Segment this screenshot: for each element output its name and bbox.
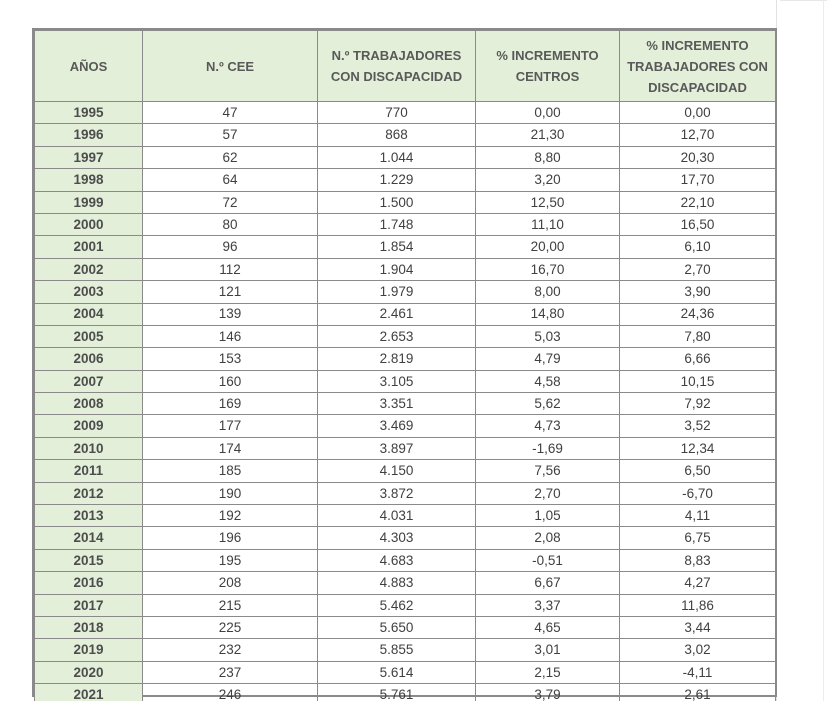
cell-workers-increase: 11,86 [620,594,776,616]
table-header [35,31,776,102]
cell-centers-increase: 8,80 [476,146,620,168]
cell-workers-increase: 3,02 [620,639,776,661]
cell-centers-increase: 8,00 [476,281,620,303]
table-row [35,616,776,638]
cell-centers-increase: 3,79 [476,684,620,701]
table-row [35,370,776,392]
cell-centers-increase: 1,05 [476,505,620,527]
cell-centers-increase: 4,58 [476,370,620,392]
table-row [35,303,776,325]
cell-year: 2020 [35,661,143,683]
cell-workers-increase: 24,36 [620,303,776,325]
cell-workers-increase: 6,66 [620,348,776,370]
cell-year: 2005 [35,325,143,347]
page-edge-line-top [780,0,827,1]
cell-cee-count: 146 [143,325,318,347]
cell-workers: 1.500 [318,191,476,213]
cell-year: 2014 [35,527,143,549]
cell-year: 2008 [35,393,143,415]
cell-workers-increase: 16,50 [620,213,776,235]
header-years: AÑOS [35,31,143,102]
header-row [35,31,776,102]
cell-workers: 1.748 [318,213,476,235]
cell-cee-count: 80 [143,213,318,235]
cell-workers-increase: 2,61 [620,684,776,701]
cell-workers: 4.683 [318,549,476,571]
cell-year: 1995 [35,102,143,124]
cell-cee-count: 185 [143,460,318,482]
cell-workers-increase: 12,34 [620,437,776,459]
table-row [35,258,776,280]
cell-workers-increase: 6,75 [620,527,776,549]
cell-workers-increase: 3,44 [620,616,776,638]
cell-cee-count: 62 [143,146,318,168]
cell-cee-count: 139 [143,303,318,325]
cell-year: 2009 [35,415,143,437]
cell-centers-increase: 7,56 [476,460,620,482]
table-row [35,102,776,124]
cell-centers-increase: 16,70 [476,258,620,280]
table-row [35,661,776,683]
cell-cee-count: 225 [143,616,318,638]
cell-workers: 3.897 [318,437,476,459]
cell-workers-increase: 7,80 [620,325,776,347]
cell-year: 1998 [35,169,143,191]
cell-year: 2006 [35,348,143,370]
cell-cee-count: 96 [143,236,318,258]
table-row [35,639,776,661]
cell-year: 2021 [35,684,143,701]
cell-workers: 3.105 [318,370,476,392]
header-workers-increase: % INCREMENTO TRABAJADORES CON DISCAPACIDAD [620,31,776,102]
cell-workers: 1.854 [318,236,476,258]
table-row [35,482,776,504]
cell-year: 2013 [35,505,143,527]
table-row [35,124,776,146]
cell-centers-increase: -1,69 [476,437,620,459]
cell-cee-count: 169 [143,393,318,415]
cell-centers-increase: 6,67 [476,572,620,594]
cell-workers: 5.761 [318,684,476,701]
cell-workers-increase: 6,10 [620,236,776,258]
cell-centers-increase: 4,79 [476,348,620,370]
header-centers-increase: % INCREMENTO CENTROS [476,31,620,102]
cell-workers-increase: 17,70 [620,169,776,191]
cell-workers: 4.031 [318,505,476,527]
cell-cee-count: 174 [143,437,318,459]
table-row [35,415,776,437]
cell-year: 2019 [35,639,143,661]
cell-year: 2003 [35,281,143,303]
data-table-container [32,28,777,701]
cell-workers-increase: 6,50 [620,460,776,482]
table-row [35,437,776,459]
cell-centers-increase: 3,20 [476,169,620,191]
cell-centers-increase: 14,80 [476,303,620,325]
header-cee-count: N.º CEE [143,31,318,102]
cell-workers: 3.872 [318,482,476,504]
cell-year: 2015 [35,549,143,571]
cell-centers-increase: 2,08 [476,527,620,549]
table-row [35,169,776,191]
cell-cee-count: 208 [143,572,318,594]
table-body [35,102,776,701]
cell-cee-count: 112 [143,258,318,280]
header-workers: N.º TRABAJADORES CON DISCAPACIDAD [318,31,476,102]
cell-workers: 5.614 [318,661,476,683]
cell-cee-count: 121 [143,281,318,303]
table-row [35,281,776,303]
cell-year: 2018 [35,616,143,638]
table-row [35,594,776,616]
cell-cee-count: 246 [143,684,318,701]
cell-workers: 2.819 [318,348,476,370]
table-row [35,527,776,549]
cell-year: 2004 [35,303,143,325]
table-row [35,549,776,571]
cell-workers: 3.351 [318,393,476,415]
cell-year: 1997 [35,146,143,168]
cell-workers: 4.883 [318,572,476,594]
cell-cee-count: 232 [143,639,318,661]
cell-year: 2001 [35,236,143,258]
table-row [35,191,776,213]
cell-workers-increase: -6,70 [620,482,776,504]
cell-workers: 4.150 [318,460,476,482]
cell-centers-increase: -0,51 [476,549,620,571]
cell-centers-increase: 21,30 [476,124,620,146]
cell-workers-increase: 4,11 [620,505,776,527]
table-row [35,460,776,482]
cell-workers: 1.044 [318,146,476,168]
cell-cee-count: 72 [143,191,318,213]
cell-year: 2010 [35,437,143,459]
table-row [35,505,776,527]
cell-cee-count: 153 [143,348,318,370]
cell-cee-count: 237 [143,661,318,683]
cell-cee-count: 196 [143,527,318,549]
cee-statistics-table [34,30,776,701]
cell-workers: 1.904 [318,258,476,280]
cell-workers: 5.855 [318,639,476,661]
cell-centers-increase: 12,50 [476,191,620,213]
cell-workers-increase: 0,00 [620,102,776,124]
cell-workers-increase: 10,15 [620,370,776,392]
cell-centers-increase: 3,37 [476,594,620,616]
cell-year: 2016 [35,572,143,594]
table-row [35,572,776,594]
table-row [35,325,776,347]
table-row [35,393,776,415]
cell-workers-increase: 12,70 [620,124,776,146]
cell-centers-increase: 5,62 [476,393,620,415]
cell-year: 2000 [35,213,143,235]
cell-cee-count: 177 [143,415,318,437]
cell-workers: 1.229 [318,169,476,191]
cell-cee-count: 190 [143,482,318,504]
cell-centers-increase: 5,03 [476,325,620,347]
cell-workers: 4.303 [318,527,476,549]
cell-centers-increase: 2,15 [476,661,620,683]
cell-workers-increase: -4,11 [620,661,776,683]
cell-workers: 3.469 [318,415,476,437]
cell-workers-increase: 4,27 [620,572,776,594]
cell-centers-increase: 2,70 [476,482,620,504]
cell-year: 2017 [35,594,143,616]
cell-cee-count: 215 [143,594,318,616]
table-row [35,213,776,235]
cell-centers-increase: 20,00 [476,236,620,258]
cell-cee-count: 195 [143,549,318,571]
cell-cee-count: 47 [143,102,318,124]
table-row [35,146,776,168]
cell-workers-increase: 3,52 [620,415,776,437]
cell-workers: 1.979 [318,281,476,303]
cell-workers-increase: 2,70 [620,258,776,280]
page-edge-line-far [823,0,824,701]
cell-workers: 770 [318,102,476,124]
cell-workers: 5.650 [318,616,476,638]
cell-cee-count: 57 [143,124,318,146]
cell-centers-increase: 11,10 [476,213,620,235]
cell-centers-increase: 0,00 [476,102,620,124]
cell-workers-increase: 8,83 [620,549,776,571]
cell-cee-count: 64 [143,169,318,191]
table-row [35,348,776,370]
cell-centers-increase: 4,65 [476,616,620,638]
table-row [35,684,776,701]
cell-year: 2007 [35,370,143,392]
cell-workers: 2.461 [318,303,476,325]
cell-centers-increase: 4,73 [476,415,620,437]
cell-workers-increase: 22,10 [620,191,776,213]
cell-year: 2002 [35,258,143,280]
cell-year: 1999 [35,191,143,213]
cell-workers-increase: 20,30 [620,146,776,168]
cell-year: 2012 [35,482,143,504]
cell-centers-increase: 3,01 [476,639,620,661]
cell-workers: 2.653 [318,325,476,347]
cell-year: 1996 [35,124,143,146]
cell-workers-increase: 3,90 [620,281,776,303]
cell-year: 2011 [35,460,143,482]
cell-workers: 5.462 [318,594,476,616]
cell-cee-count: 160 [143,370,318,392]
cell-cee-count: 192 [143,505,318,527]
cell-workers: 868 [318,124,476,146]
cell-workers-increase: 7,92 [620,393,776,415]
table-row [35,236,776,258]
